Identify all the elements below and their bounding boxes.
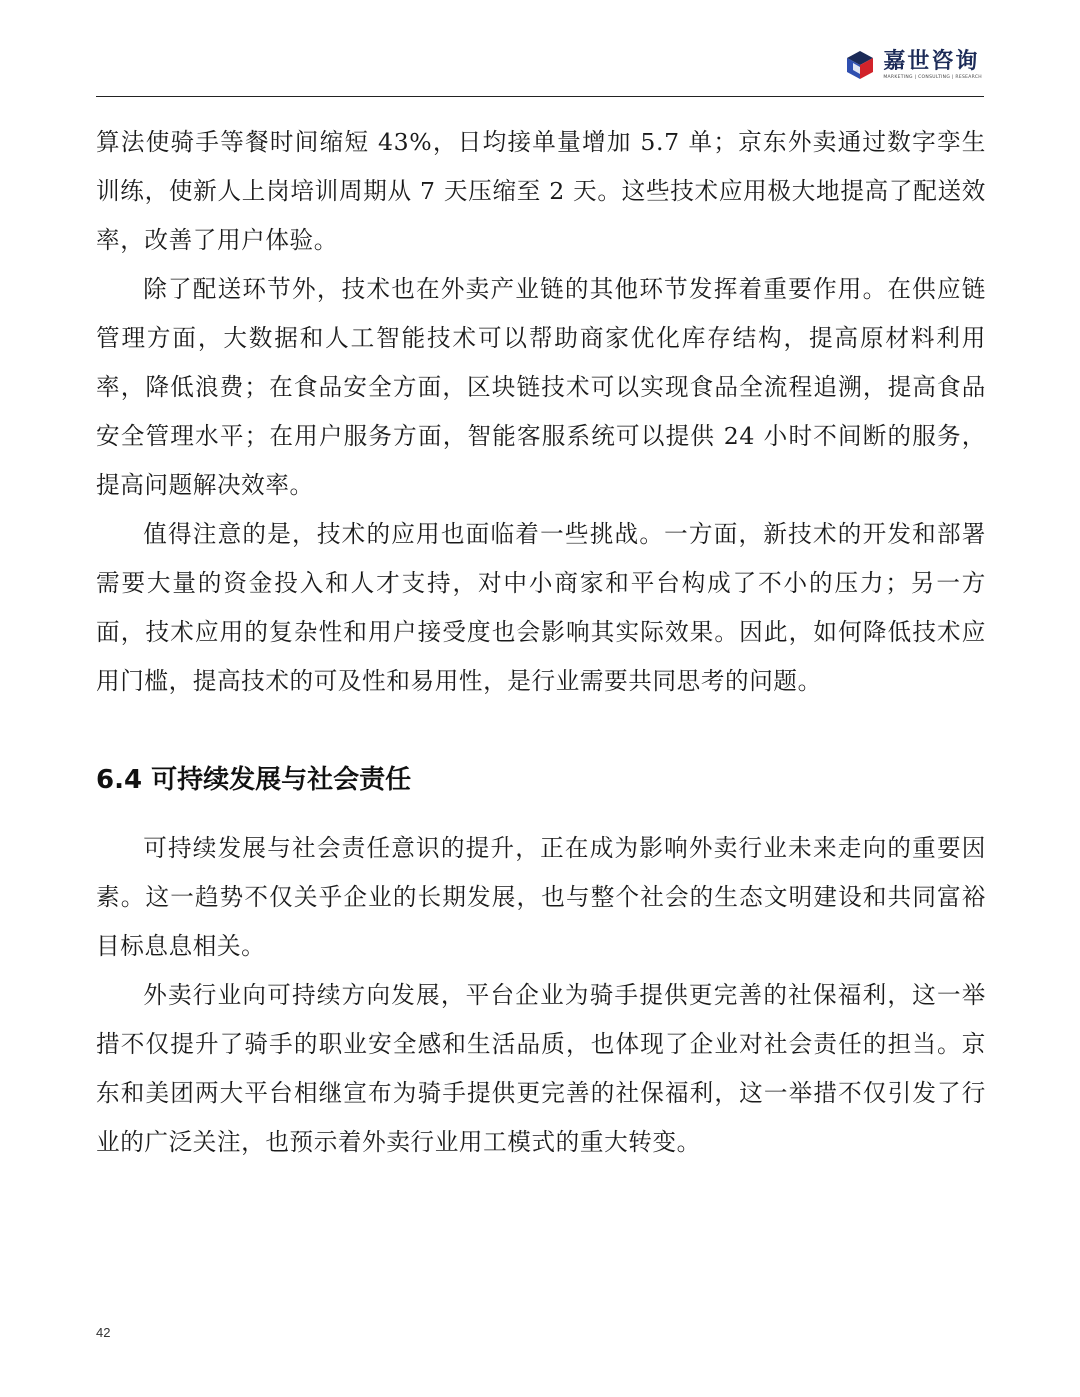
brand-tagline: MARKETING | CONSULTING | RESEARCH <box>883 74 982 80</box>
paragraph: 外卖行业向可持续方向发展，平台企业为骑手提供更完善的社保福利，这一举措不仅提升了骑手的职业安全感和生活品质，也体现了企业对社会责任的担当。京东和美团两大平台相继宣布为骑手提供更完善的社保福利，这一举措不仅引发了行业的广泛关注，也预示着外卖行业用工模式的重大转变。 <box>96 981 986 1156</box>
brand-name: 嘉世咨询 <box>883 48 980 74</box>
brand-logo-icon <box>843 48 877 82</box>
brand-logo <box>843 48 982 82</box>
paragraph: 算法使骑手等餐时间缩短 43%，日均接单量增加 5.7 单；京东外卖通过数字孪生训练，使新人上岗培训周期从 7 天压缩至 2 天。这些技术应用极大地提高了配送效率，改善了用户体验。 <box>96 128 986 254</box>
page-header <box>96 38 984 97</box>
page-body <box>96 118 986 1167</box>
paragraph: 除了配送环节外，技术也在外卖产业链的其他环节发挥着重要作用。在供应链管理方面，大数据和人工智能技术可以帮助商家优化库存结构，提高原材料利用率，降低浪费；在食品安全方面，区块链技术可以实现食品全流程追溯，提高食品安全管理水平；在用户服务方面，智能客服系统可以提供 24 小时不间断的服务，提高问题解决效率。 <box>96 275 986 499</box>
paragraph: 可持续发展与社会责任意识的提升，正在成为影响外卖行业未来走向的重要因素。这一趋势不仅关乎企业的长期发展，也与整个社会的生态文明建设和共同富裕目标息息相关。 <box>96 834 986 960</box>
page-number: 42 <box>96 1325 111 1340</box>
paragraph: 值得注意的是，技术的应用也面临着一些挑战。一方面，新技术的开发和部署需要大量的资金投入和人才支持，对中小商家和平台构成了不小的压力；另一方面，技术应用的复杂性和用户接受度也会影响其实际效果。因此，如何降低技术应用门槛，提高技术的可及性和易用性，是行业需要共同思考的问题。 <box>96 520 986 695</box>
section-heading: 6.4 可持续发展与社会责任 <box>96 765 412 795</box>
